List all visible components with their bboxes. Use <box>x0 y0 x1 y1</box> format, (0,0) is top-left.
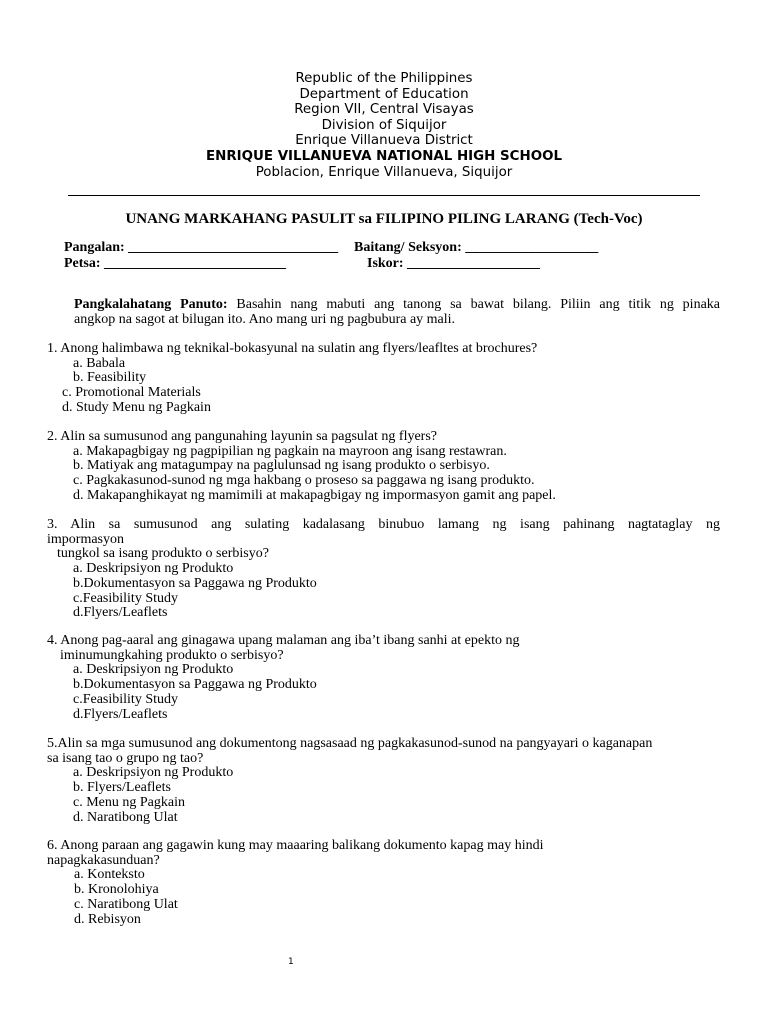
header-address: Poblacion, Enrique Villanueva, Siquijor <box>255 164 513 180</box>
choice-a: a. Makapagbigay ng pagpipilian ng pagkain na mayroon ang isang restawran. <box>73 443 507 459</box>
page-number: 1 <box>288 957 294 967</box>
choice-b: b. Matiyak ang matagumpay na paglulunsad ng isang produkto o serbisyo. <box>73 458 490 474</box>
choice-c: c. Menu ng Pagkain <box>73 794 185 810</box>
question-text: 5.Alin sa mga sumusunod ang dokumentong nagsasaad ng pagkakasunod-sunod na pangyayari o kaganapan <box>47 736 653 751</box>
question-text-continued: napagkakasunduan? <box>47 852 160 868</box>
question-text: 1. Anong halimbawa ng teknikal-bokasyunal na sulatin ang flyers/leafltes at brochures? <box>47 341 538 356</box>
choice-c: c. Promotional Materials <box>62 385 201 401</box>
choice-d: d. Rebisyon <box>74 911 141 927</box>
header-district: Enrique Villanueva District <box>295 133 473 149</box>
choice-c: c.Feasibility Study <box>73 590 178 606</box>
question-1 <box>47 342 537 416</box>
question-3 <box>47 518 720 621</box>
question-5 <box>47 737 652 825</box>
question-text: 4. Anong pag-aaral ang ginagawa upang malaman ang iba’t ibang sanhi at epekto ng <box>47 633 520 648</box>
date-field: Petsa: __________________________ <box>64 256 287 271</box>
question-2 <box>47 430 556 504</box>
section-field: Baitang/ Seksyon: ___________________ <box>354 240 599 255</box>
choice-a: a. Deskripsiyon ng Produkto <box>73 765 234 781</box>
choice-b: b. Flyers/Leaflets <box>73 780 171 796</box>
name-field: Pangalan: ______________________________ <box>64 240 339 255</box>
choice-b: b.Dokumentasyon sa Paggawa ng Produkto <box>73 677 317 693</box>
instructions-line-2: angkop na sagot at bilugan ito. Ano mang uri ng pagbubura ay mali. <box>74 311 456 327</box>
choice-a: a. Deskripsiyon ng Produkto <box>73 561 234 577</box>
instructions-label: Pangkalahatang Panuto: <box>74 297 228 312</box>
instructions <box>74 298 720 327</box>
question-text: 3. Alin sa sumusunod ang sulating kadalasang binubuo lamang ng isang pahinang nagtataglay ng <box>47 517 720 532</box>
choice-d: d. Study Menu ng Pagkain <box>62 399 211 415</box>
question-text-continued: tungkol sa isang produkto o serbisyo? <box>57 546 269 562</box>
question-text: 6. Anong paraan ang gagawin kung may maaaring balikang dokumento kapag may hindi <box>47 838 544 853</box>
header-divider <box>68 195 700 196</box>
choice-d: d. Naratibong Ulat <box>73 809 178 825</box>
question-text-continued: impormasyon <box>47 531 124 547</box>
choice-a: a. Konteksto <box>74 867 145 883</box>
score-field: Iskor: ___________________ <box>367 256 541 271</box>
exam-title: UNANG MARKAHANG PASULIT sa FILIPINO PILING LARANG (Tech-Voc) <box>125 211 643 227</box>
header-republic: Republic of the Philippines <box>295 71 473 86</box>
choice-b: b. Kronolohiya <box>74 882 159 898</box>
header-school-name: ENRIQUE VILLANUEVA NATIONAL HIGH SCHOOL <box>205 148 562 164</box>
question-6 <box>47 839 543 927</box>
choice-a: a. Babala <box>73 355 126 371</box>
instructions-line-1: Pangkalahatang Panuto: Basahin nang mabuti ang tanong sa bawat bilang. Piliin ang titik ng pinaka <box>74 297 720 312</box>
choice-c: c. Pagkakasunod-sunod ng mga hakbang o proseso sa paggawa ng isang produkto. <box>73 473 535 489</box>
question-text-continued: sa isang tao o grupo ng tao? <box>47 750 204 766</box>
question-4 <box>47 634 519 722</box>
header-region: Region VII, Central Visayas <box>294 102 474 118</box>
choice-d: d.Flyers/Leaflets <box>73 706 168 722</box>
question-text: 2. Alin sa sumusunod ang pangunahing layunin sa pagsulat ng flyers? <box>47 429 437 444</box>
choice-b: b.Dokumentasyon sa Paggawa ng Produkto <box>73 575 317 591</box>
question-text-continued: iminumungkahing produkto o serbisyo? <box>60 647 284 663</box>
choice-c: c. Naratibong Ulat <box>74 896 178 912</box>
header-division: Division of Siquijor <box>321 117 447 133</box>
choice-c: c.Feasibility Study <box>73 691 178 707</box>
header-department: Department of Education <box>299 86 469 102</box>
choice-a: a. Deskripsiyon ng Produkto <box>73 662 234 678</box>
document-header <box>0 71 768 180</box>
choice-d: d. Makapanghikayat ng mamimili at makapagbigay ng impormasyon gamit ang papel. <box>73 487 556 503</box>
choice-d: d.Flyers/Leaflets <box>73 605 168 621</box>
choice-b: b. Feasibility <box>73 370 147 386</box>
